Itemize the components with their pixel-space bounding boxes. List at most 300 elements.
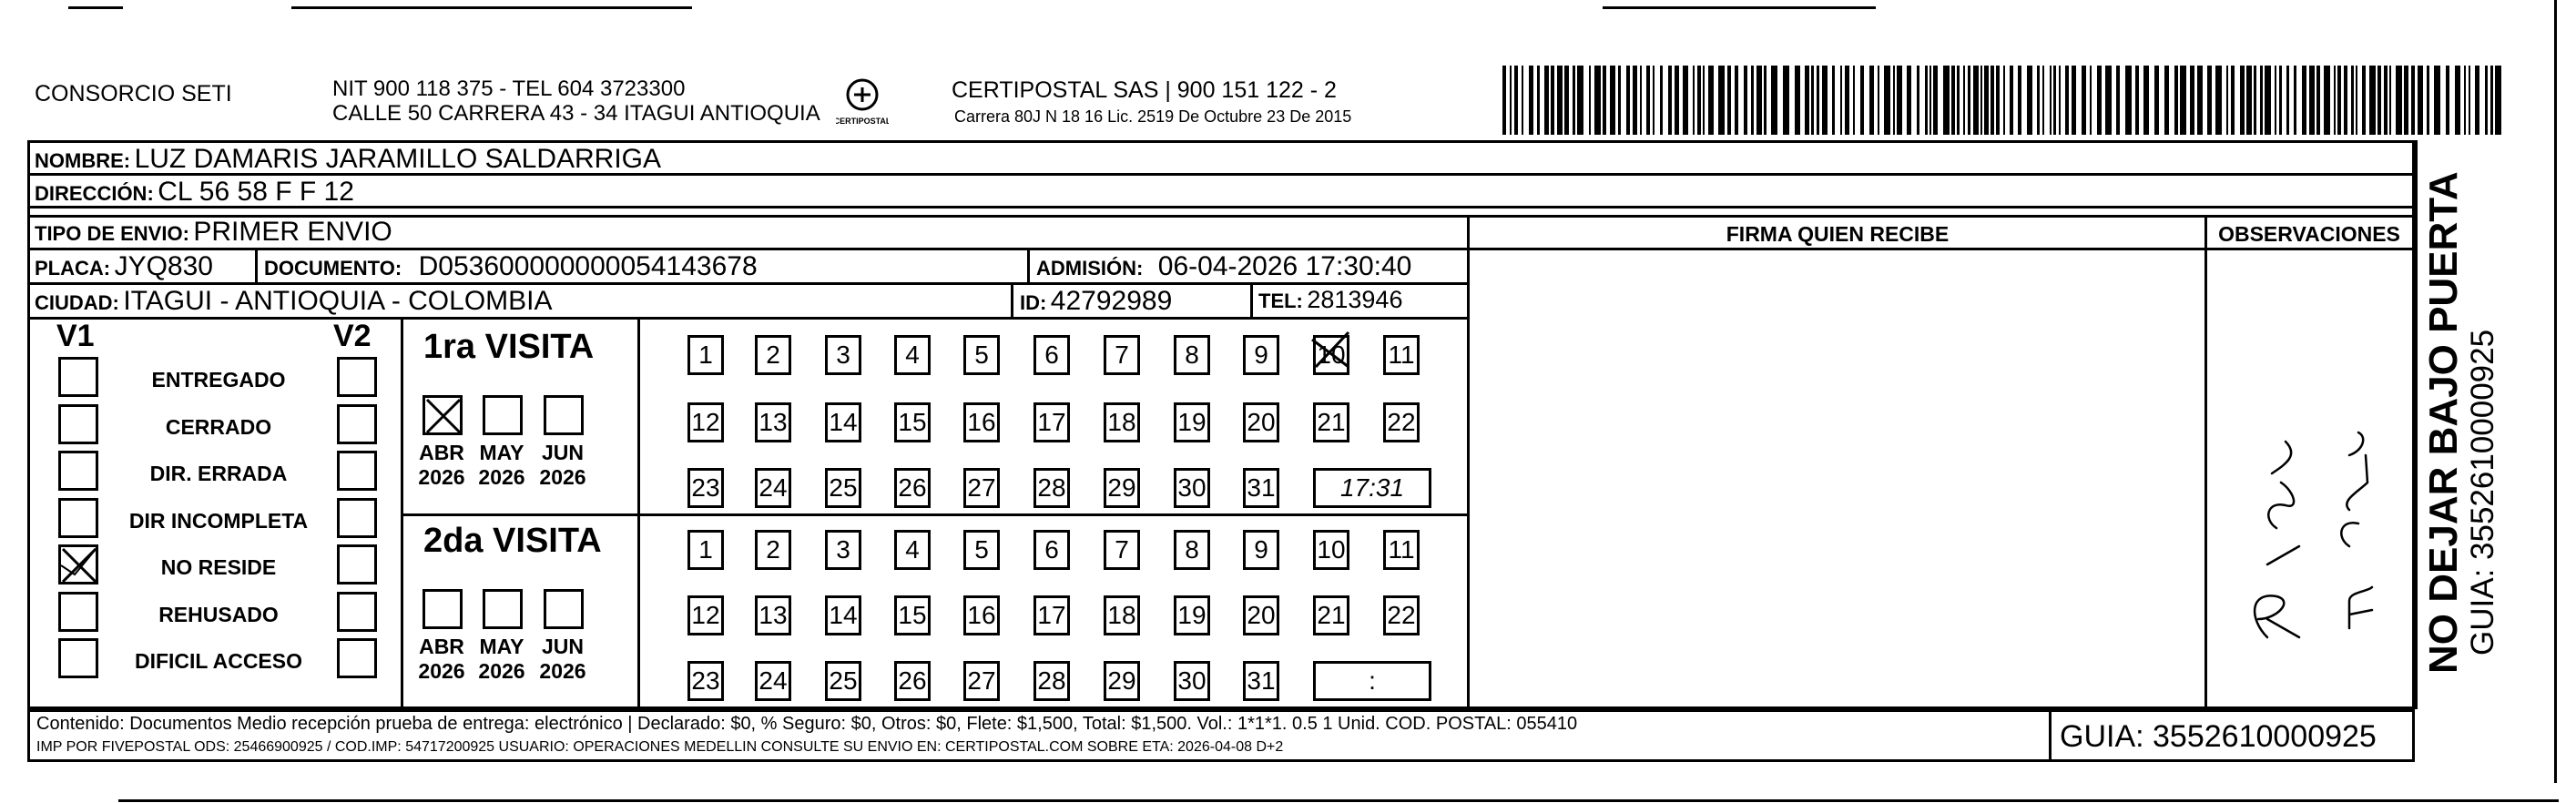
- v1-checkbox[interactable]: [58, 404, 98, 444]
- documento-row: [264, 251, 758, 282]
- visit-divider-vertical: [637, 317, 640, 708]
- day-box[interactable]: 3: [825, 335, 861, 375]
- barcode-bar: [1564, 66, 1569, 135]
- barcode-bar: [1980, 66, 1982, 135]
- cell-divider: [255, 248, 258, 282]
- documento-label: DOCUMENTO:: [264, 257, 402, 280]
- placa-value: JYQ830: [114, 251, 213, 281]
- day-box[interactable]: 7: [1104, 530, 1140, 570]
- barcode-bar: [2389, 66, 2391, 135]
- barcode-bar: [2010, 66, 2013, 135]
- day-box[interactable]: 20: [1243, 402, 1279, 442]
- scan-bottom-edge: [118, 799, 2559, 802]
- barcode-bar: [1869, 66, 1874, 135]
- day-box[interactable]: 29: [1104, 468, 1140, 508]
- side-warning-text: NO DEJAR BAJO PUERTA: [2421, 171, 2466, 674]
- barcode-bar: [1973, 66, 1979, 135]
- barcode-bar: [2174, 66, 2178, 135]
- day-box[interactable]: 29: [1104, 661, 1140, 701]
- barcode-bar: [2369, 66, 2376, 135]
- barcode-bar: [1853, 66, 1855, 135]
- day-box[interactable]: 24: [755, 468, 791, 508]
- day-box[interactable]: 3: [825, 530, 861, 570]
- day-box[interactable]: 22: [1383, 595, 1420, 635]
- day-box[interactable]: 30: [1174, 468, 1210, 508]
- id-row: [1020, 286, 1172, 317]
- barcode-bar: [1756, 66, 1762, 135]
- barcode-bar: [2190, 66, 2194, 135]
- barcode-bar: [2446, 66, 2449, 135]
- barcode-bar: [1925, 66, 1928, 135]
- day-box[interactable]: 4: [894, 335, 931, 375]
- status-label: REHUSADO: [158, 602, 279, 626]
- barcode-bar: [2485, 66, 2488, 135]
- license-line: Carrera 80J N 18 16 Lic. 2519 De Octubre 23 De 2015: [954, 107, 1352, 126]
- v2-checkbox[interactable]: [337, 544, 377, 584]
- barcode-bar: [2154, 66, 2159, 135]
- barcode-bar: [1860, 66, 1864, 135]
- barcode-bar: [1708, 66, 1714, 135]
- status-label: NO RESIDE: [160, 555, 277, 579]
- month-label: ABR: [419, 635, 464, 658]
- barcode-bar: [1537, 66, 1540, 135]
- year-label: 2026: [478, 465, 525, 489]
- barcode-bar: [1878, 66, 1879, 135]
- barcode-bar: [2427, 66, 2429, 135]
- scan-artifact-line: [291, 6, 692, 9]
- day-box[interactable]: 25: [825, 468, 861, 508]
- status-label: ENTREGADO: [151, 368, 286, 391]
- barcode-bar: [2254, 66, 2256, 135]
- barcode-bar: [2053, 66, 2056, 135]
- barcode-bar: [1551, 66, 1554, 135]
- barcode-bar: [2384, 66, 2388, 135]
- barcode-bar: [2050, 66, 2052, 135]
- day-box[interactable]: 26: [894, 661, 931, 701]
- day-box[interactable]: 21: [1313, 402, 1349, 442]
- barcode-bar: [1703, 66, 1705, 135]
- month-label: JUN: [541, 635, 584, 658]
- v2-checkbox[interactable]: [337, 404, 377, 444]
- barcode-bar: [2180, 66, 2186, 135]
- barcode-bar: [2231, 66, 2235, 135]
- barcode-bar: [1646, 66, 1650, 135]
- barcode-bar: [1610, 66, 1615, 135]
- day-box[interactable]: 16: [963, 595, 1000, 635]
- month-checkbox[interactable]: [423, 395, 463, 435]
- barcode-bar: [1735, 66, 1738, 135]
- visit-divider-horizontal: [401, 513, 1468, 516]
- barcode-bar: [1832, 66, 1835, 135]
- scan-artifact-line: [68, 6, 123, 9]
- barcode-bar: [1805, 66, 1809, 135]
- row-divider: [27, 206, 2415, 208]
- barcode-bar: [2356, 66, 2357, 135]
- barcode-bar: [1764, 66, 1767, 135]
- barcode-bar: [1984, 66, 1989, 135]
- month-label: MAY: [479, 635, 524, 658]
- barcode-bar: [1544, 66, 1549, 135]
- admision-label: ADMISIÓN:: [1036, 257, 1144, 280]
- month-caption: [412, 441, 472, 490]
- tel-value: 2813946: [1307, 286, 1403, 313]
- barcode-bar: [1929, 66, 1931, 135]
- tipo-label: TIPO DE ENVIO:: [35, 222, 189, 245]
- day-box[interactable]: 1: [687, 530, 724, 570]
- day-box[interactable]: 10: [1313, 530, 1349, 570]
- year-label: 2026: [418, 659, 465, 683]
- barcode-bar: [2265, 66, 2271, 135]
- barcode-bar: [2072, 66, 2076, 135]
- barcode-bar: [1675, 66, 1679, 135]
- status-divider: [401, 317, 403, 708]
- barcode-bar: [2097, 66, 2102, 135]
- barcode-bar: [1727, 66, 1731, 135]
- documento-value: D053600000000054143678: [418, 251, 758, 281]
- barcode-bar: [1783, 66, 1789, 135]
- nombre-label: NOMBRE:: [35, 149, 131, 172]
- barcode-bar: [1529, 66, 1533, 135]
- first-visit-title: 1ra VISITA: [423, 328, 595, 366]
- tel-label: TEL:: [1258, 290, 1303, 312]
- barcode-bar: [1884, 66, 1890, 135]
- row-divider: [27, 248, 1469, 250]
- month-checkbox[interactable]: [483, 589, 523, 629]
- barcode-bar: [2344, 66, 2347, 135]
- barcode-bar: [2143, 66, 2149, 135]
- nombre-value: LUZ DAMARIS JARAMILLO SALDARRIGA: [134, 144, 662, 174]
- day-box[interactable]: 14: [825, 402, 861, 442]
- scan-edge-line: [2554, 0, 2557, 783]
- cell-divider: [1250, 282, 1253, 317]
- year-label: 2026: [478, 659, 525, 683]
- v1-checkbox[interactable]: [58, 498, 98, 538]
- barcode-bar: [1573, 66, 1575, 135]
- day-box[interactable]: 13: [755, 402, 791, 442]
- barcode-bar: [2286, 66, 2289, 135]
- barcode-bar: [2090, 66, 2092, 135]
- barcode-bar: [2362, 66, 2366, 135]
- barcode-bar: [2037, 66, 2040, 135]
- certipostal-logo: [836, 75, 889, 127]
- day-box[interactable]: 28: [1033, 468, 1070, 508]
- month-caption: [412, 635, 472, 684]
- month-checkbox[interactable]: [544, 589, 584, 629]
- barcode-bar: [1603, 66, 1606, 135]
- id-value: 42792989: [1050, 286, 1173, 316]
- month-caption: [533, 441, 593, 490]
- year-label: 2026: [418, 465, 465, 489]
- time-box[interactable]: 17:31: [1313, 468, 1431, 508]
- barcode-bar: [2018, 66, 2021, 135]
- year-label: 2026: [539, 659, 586, 683]
- v1-checkbox[interactable]: [58, 592, 98, 632]
- barcode-bar: [1744, 66, 1747, 135]
- barcode-bar: [1917, 66, 1919, 135]
- day-box[interactable]: 21: [1313, 595, 1349, 635]
- observaciones-header: OBSERVACIONES: [2218, 222, 2400, 246]
- barcode-bar: [1660, 66, 1663, 135]
- barcode: [1502, 66, 2513, 135]
- status-label: DIR. ERRADA: [149, 462, 288, 485]
- barcode-bar: [2495, 66, 2501, 135]
- check-mark-icon: [61, 547, 97, 584]
- day-box[interactable]: 11: [1383, 335, 1420, 375]
- month-caption: [472, 635, 532, 684]
- day-box[interactable]: 30: [1174, 661, 1210, 701]
- tipo-value: PRIMER ENVIO: [193, 217, 392, 247]
- day-box[interactable]: 2: [755, 530, 791, 570]
- barcode-bar: [1522, 66, 1523, 135]
- barcode-bar: [2042, 66, 2044, 135]
- v1-label: V1: [56, 319, 95, 353]
- v1-checkbox[interactable]: [58, 451, 98, 491]
- barcode-bar: [1840, 66, 1842, 135]
- month-checkbox[interactable]: [483, 395, 523, 435]
- direccion-label: DIRECCIÓN:: [35, 182, 154, 205]
- barcode-bar: [1510, 66, 1512, 135]
- day-box[interactable]: 7: [1104, 335, 1140, 375]
- ciudad-value: ITAGUI - ANTIOQUIA - COLOMBIA: [123, 286, 553, 316]
- month-label: MAY: [479, 441, 524, 464]
- day-box[interactable]: 15: [894, 402, 931, 442]
- day-box[interactable]: 13: [755, 595, 791, 635]
- barcode-bar: [2469, 66, 2470, 135]
- barcode-bar: [1618, 66, 1621, 135]
- barcode-bar: [2309, 66, 2315, 135]
- barcode-bar: [2455, 66, 2460, 135]
- barcode-bar: [1907, 66, 1911, 135]
- barcode-bar: [2302, 66, 2306, 135]
- footer-guia: GUIA: 3552610000925: [2060, 719, 2377, 754]
- day-box[interactable]: 17: [1033, 595, 1070, 635]
- time-box[interactable]: :: [1313, 661, 1431, 701]
- barcode-bar: [2116, 66, 2120, 135]
- barcode-bar: [2240, 66, 2245, 135]
- day-box[interactable]: 18: [1104, 402, 1140, 442]
- month-checkbox[interactable]: [423, 589, 463, 629]
- barcode-bar: [2434, 66, 2440, 135]
- day-box[interactable]: 6: [1033, 335, 1070, 375]
- barcode-bar: [2324, 66, 2330, 135]
- day-box[interactable]: 26: [894, 468, 931, 508]
- tel-row: [1258, 286, 1402, 314]
- side-frame: [2412, 140, 2418, 709]
- header-divider: [1469, 248, 2412, 250]
- day-box[interactable]: 11: [1383, 530, 1420, 570]
- status-label: DIFICIL ACCESO: [134, 649, 302, 673]
- barcode-bar: [2464, 66, 2466, 135]
- barcode-bar: [1697, 66, 1701, 135]
- day-box[interactable]: 5: [963, 335, 1000, 375]
- v2-checkbox[interactable]: [337, 451, 377, 491]
- barcode-bar: [1557, 66, 1563, 135]
- barcode-bar: [1943, 66, 1950, 135]
- barcode-bar: [1897, 66, 1902, 135]
- day-box[interactable]: 19: [1174, 595, 1210, 635]
- day-box[interactable]: 14: [825, 595, 861, 635]
- barcode-bar: [2197, 66, 2203, 135]
- barcode-bar: [1845, 66, 1849, 135]
- admision-value: 06-04-2026 17:30:40: [1157, 251, 1412, 281]
- barcode-bar: [2279, 66, 2282, 135]
- barcode-bar: [2003, 66, 2005, 135]
- firma-column-divider: [1467, 215, 1470, 709]
- carrier-line: CERTIPOSTAL SAS | 900 151 122 - 2: [952, 77, 1337, 103]
- firma-header: FIRMA QUIEN RECIBE: [1726, 222, 1950, 246]
- barcode-bar: [1640, 66, 1642, 135]
- barcode-bar: [2396, 66, 2402, 135]
- barcode-bar: [1668, 66, 1672, 135]
- day-box[interactable]: 17: [1033, 402, 1070, 442]
- barcode-bar: [2105, 66, 2112, 135]
- barcode-bar: [2275, 66, 2276, 135]
- ciudad-row: [35, 286, 553, 317]
- day-box[interactable]: 2: [755, 335, 791, 375]
- day-box[interactable]: 25: [825, 661, 861, 701]
- barcode-bar: [1817, 66, 1819, 135]
- day-box[interactable]: 15: [894, 595, 931, 635]
- barcode-bar: [1996, 66, 2000, 135]
- status-label: DIR INCOMPLETA: [128, 508, 309, 533]
- company-name: CONSORCIO SETI: [35, 81, 232, 107]
- barcode-bar: [2027, 66, 2032, 135]
- barcode-bar: [1991, 66, 1994, 135]
- day-box[interactable]: 8: [1174, 530, 1210, 570]
- day-box[interactable]: 27: [963, 661, 1000, 701]
- barcode-bar: [1589, 66, 1591, 135]
- day-box[interactable]: 18: [1104, 595, 1140, 635]
- v2-checkbox[interactable]: [337, 638, 377, 678]
- barcode-bar: [2334, 66, 2336, 135]
- barcode-bar: [1933, 66, 1938, 135]
- v1-checkbox[interactable]: [58, 357, 98, 397]
- barcode-bar: [2246, 66, 2252, 135]
- v2-checkbox[interactable]: [337, 498, 377, 538]
- barcode-bar: [1594, 66, 1601, 135]
- barcode-bar: [2316, 66, 2320, 135]
- scan-artifact-line: [1603, 6, 1876, 9]
- day-box[interactable]: 27: [963, 468, 1000, 508]
- v1-checkbox[interactable]: [58, 544, 98, 584]
- day-box[interactable]: 12: [687, 402, 724, 442]
- check-mark-icon: [1308, 330, 1354, 371]
- barcode-bar: [2351, 66, 2354, 135]
- barcode-bar: [2226, 66, 2228, 135]
- barcode-bar: [2418, 66, 2423, 135]
- v2-checkbox[interactable]: [337, 592, 377, 632]
- cell-divider: [1011, 282, 1013, 317]
- check-mark-icon: [425, 398, 462, 434]
- v1-checkbox[interactable]: [58, 638, 98, 678]
- month-label: ABR: [419, 441, 464, 464]
- day-box[interactable]: 23: [687, 661, 724, 701]
- barcode-bar: [2294, 66, 2296, 135]
- barcode-bar: [1822, 66, 1828, 135]
- barcode-bar: [2260, 66, 2263, 135]
- id-label: ID:: [1020, 291, 1047, 314]
- footer-info-line: IMP POR FIVEPOSTAL ODS: 25466900925 / COD.IMP: 54717200925 USUARIO: OPERACIONES MEDELLIN CONSULTE SU ENVIO EN: CERTIPOSTAL.COM SOBRE ETA: 2026-04-08 D+2: [36, 739, 1284, 755]
- day-box[interactable]: 31: [1243, 661, 1279, 701]
- barcode-bar: [2337, 66, 2341, 135]
- day-box[interactable]: 10: [1313, 335, 1349, 375]
- placa-label: PLACA:: [35, 257, 111, 280]
- month-caption: [533, 635, 593, 684]
- barcode-bar: [1683, 66, 1688, 135]
- day-box[interactable]: 19: [1174, 402, 1210, 442]
- barcode-bar: [1693, 66, 1695, 135]
- barcode-bar: [1795, 66, 1800, 135]
- barcode-bar: [2377, 66, 2381, 135]
- nombre-row: [35, 144, 661, 175]
- barcode-bar: [1951, 66, 1955, 135]
- barcode-bar: [2215, 66, 2222, 135]
- day-box[interactable]: 5: [963, 530, 1000, 570]
- barcode-bar: [2082, 66, 2086, 135]
- nit-line: NIT 900 118 375 - TEL 604 3723300: [332, 76, 686, 101]
- day-box[interactable]: 12: [687, 595, 724, 635]
- barcode-bar: [1502, 66, 1506, 135]
- side-guia-text: GUIA: 3552610000925: [2465, 329, 2500, 656]
- barcode-bar: [2135, 66, 2139, 135]
- barcode-bar: [1653, 66, 1655, 135]
- barcode-bar: [1626, 66, 1630, 135]
- barcode-bar: [2059, 66, 2061, 135]
- day-box[interactable]: 22: [1383, 402, 1420, 442]
- address-line: CALLE 50 CARRERA 43 - 34 ITAGUI ANTIOQUIA: [332, 101, 820, 126]
- v2-checkbox[interactable]: [337, 357, 377, 397]
- month-caption: [472, 441, 532, 490]
- day-box[interactable]: 9: [1243, 335, 1279, 375]
- day-box[interactable]: 4: [894, 530, 931, 570]
- cell-divider: [1027, 248, 1030, 282]
- day-box[interactable]: 1: [687, 335, 724, 375]
- side-notice: [2422, 127, 2550, 674]
- barcode-bar: [1751, 66, 1754, 135]
- barcode-bar: [1771, 66, 1777, 135]
- day-box[interactable]: 31: [1243, 468, 1279, 508]
- day-box[interactable]: 24: [755, 661, 791, 701]
- barcode-bar: [1514, 66, 1518, 135]
- day-box[interactable]: 23: [687, 468, 724, 508]
- day-box[interactable]: 28: [1033, 661, 1070, 701]
- month-label: JUN: [541, 441, 584, 464]
- direccion-value: CL 56 58 F F 12: [158, 177, 354, 207]
- month-checkbox[interactable]: [544, 395, 584, 435]
- barcode-bar: [2411, 66, 2415, 135]
- barcode-bar: [2404, 66, 2408, 135]
- barcode-bar: [1577, 66, 1583, 135]
- footer-guia-divider: [2049, 709, 2052, 762]
- day-box[interactable]: 20: [1243, 595, 1279, 635]
- day-box[interactable]: 8: [1174, 335, 1210, 375]
- barcode-bar: [2490, 66, 2493, 135]
- observation-handwriting: [2213, 346, 2395, 656]
- barcode-bar: [1893, 66, 1895, 135]
- tipo-row: [35, 217, 392, 248]
- day-box[interactable]: 9: [1243, 530, 1279, 570]
- day-box[interactable]: 16: [963, 402, 1000, 442]
- barcode-bar: [1968, 66, 1970, 135]
- barcode-bar: [1633, 66, 1637, 135]
- barcode-bar: [2164, 66, 2169, 135]
- v2-label: V2: [333, 319, 372, 353]
- barcode-bar: [1811, 66, 1814, 135]
- admision-row: [1036, 251, 1411, 282]
- barcode-bar: [2125, 66, 2132, 135]
- day-box[interactable]: 6: [1033, 530, 1070, 570]
- barcode-bar: [1718, 66, 1725, 135]
